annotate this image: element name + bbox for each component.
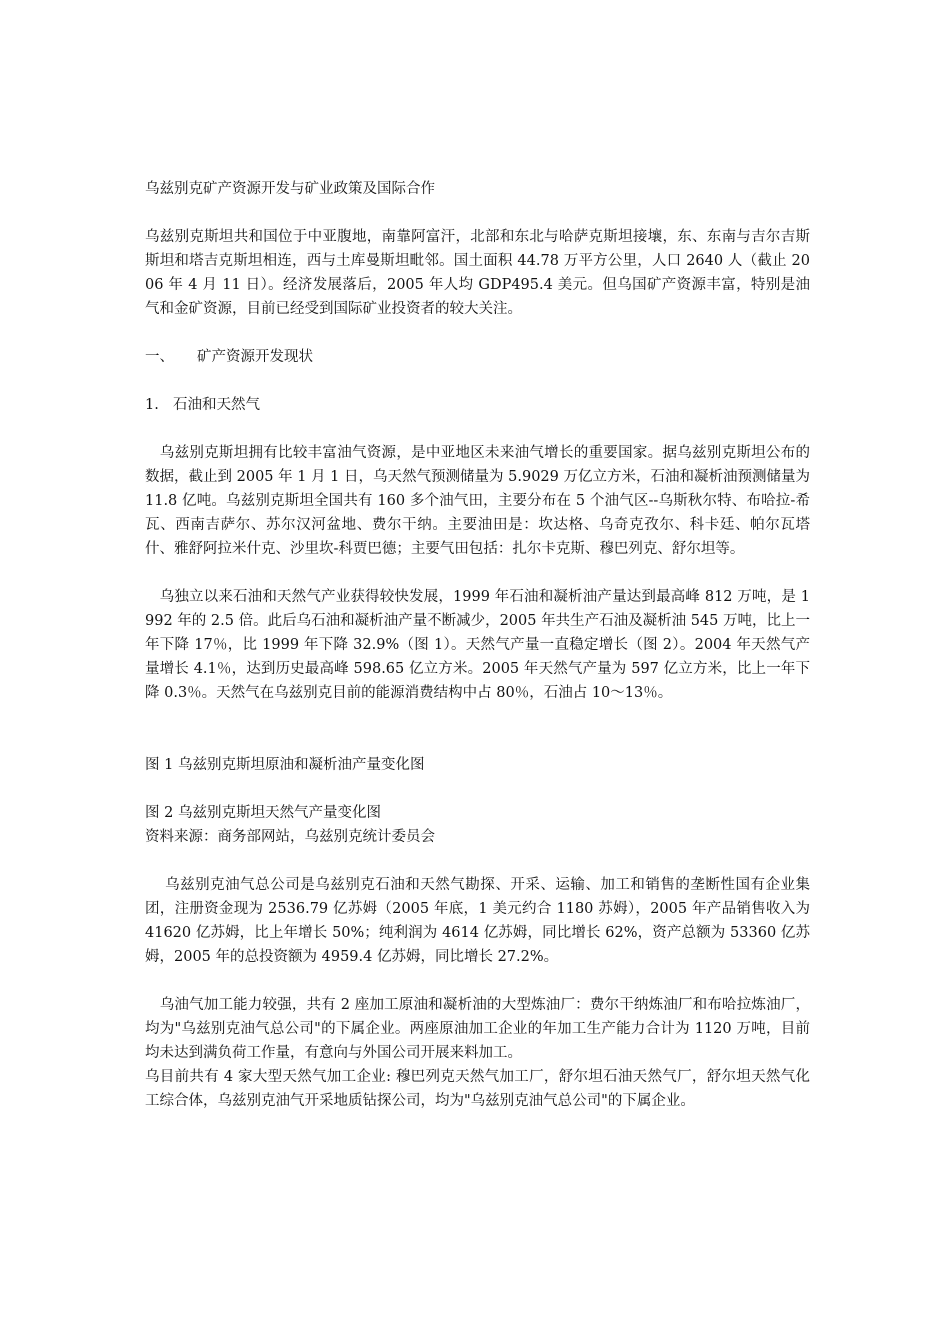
oil-gas-reserves-paragraph: 乌兹别克斯坦拥有比较丰富油气资源，是中亚地区未来油气增长的重要国家。据乌兹别克斯坦公布的数据，截止到 2005 年 1 月 1 日，乌天然气预测储量为 5.9029 万亿立方米，石油和凝析油预测储量为 11.8 亿吨。乌兹别克斯坦全国共有 160 多个油气田，主要分布在 5 个油气区--乌斯秋尔特、布哈拉-希瓦、西南吉萨尔、苏尔汉河盆地、费尔干纳。主要油田是：坎达格、乌奇克孜尔、科卡廷、帕尔瓦塔什、雅舒阿拉米什克、沙里坎-科贾巴德；主要气田包括：扎尔卡克斯、穆巴列克、舒尔坦等。: [145, 445, 810, 557]
subsection-heading: [145, 393, 810, 417]
document-page: [145, 177, 810, 1113]
refinery-paragraph: 乌油气加工能力较强，共有 2 座加工原油和凝析油的大型炼油厂：费尔干纳炼油厂和布哈拉炼油厂，均为"乌兹别克油气总公司"的下属企业。两座原油加工企业的年加工生产能力合计为 1120 万吨，目前均未达到满负荷工作量，有意向与外国公司开展来料加工。: [145, 997, 810, 1061]
document-title: 乌兹别克矿产资源开发与矿业政策及国际合作: [145, 181, 435, 197]
section-title: 矿产资源开发现状: [197, 349, 313, 365]
production-paragraph: 乌独立以来石油和天然气产业获得较快发展，1999 年石油和凝析油产量达到最高峰 812 万吨，是 1992 年的 2.5 倍。此后乌石油和凝析油产量不断减少，2005 年共生产石油及凝析油 545 万吨，比上一年下降 17％，比 1999 年下降 32.9%（图 1）。天然气产量一直稳定增长（图 2）。2004 年天然气产量增长 4.1％，达到历史最高峰 598.65 亿立方米。2005 年天然气产量为 597 亿立方米，比上一年下降 0.3％。天然气在乌兹别克目前的能源消费结构中占 80％，石油占 10～13％。: [145, 589, 810, 701]
section-heading: [145, 345, 810, 369]
figure1-caption: 图 1 乌兹别克斯坦原油和凝析油产量变化图: [145, 757, 425, 773]
gas-processing-paragraph: 乌目前共有 4 家大型天然气加工企业: 穆巴列克天然气加工厂，舒尔坦石油天然气厂，舒尔坦天然气化工综合体，乌兹别克油气开采地质钻探公司，均为"乌兹别克油气总公司"的下属企业。: [145, 1069, 810, 1109]
intro-paragraph: 乌兹别克斯坦共和国位于中亚腹地，南靠阿富汗，北部和东北与哈萨克斯坦接壤，东、东南与吉尔吉斯斯坦和塔吉克斯坦相连，西与土库曼斯坦毗邻。国土面积 44.78 万平方公里，人口 2640 人（截止 2006 年 4 月 11 日）。经济发展落后，2005 年人均 GDP495.4 美元。但乌国矿产资源丰富，特别是油气和金矿资源，目前已经受到国际矿业投资者的较大关注。: [145, 229, 810, 317]
subsection-title: 石油和天然气: [173, 397, 260, 413]
source-note: 资料来源：商务部网站，乌兹别克统计委员会: [145, 829, 435, 845]
section-number: 一、: [145, 349, 174, 365]
figure2-caption: 图 2 乌兹别克斯坦天然气产量变化图: [145, 805, 381, 821]
subsection-number: 1.: [145, 397, 159, 413]
company-paragraph: 乌兹别克油气总公司是乌兹别克石油和天然气勘探、开采、运输、加工和销售的垄断性国有企业集团，注册资金现为 2536.79 亿苏姆（2005 年底，1 美元约合 1180 苏姆），2005 年产品销售收入为 41620 亿苏姆，比上年增长 50%；纯利润为 4614 亿苏姆，同比增长 62%，资产总额为 53360 亿苏姆，2005 年的总投资额为 4959.4 亿苏姆，同比增长 27.2%。: [145, 877, 810, 965]
